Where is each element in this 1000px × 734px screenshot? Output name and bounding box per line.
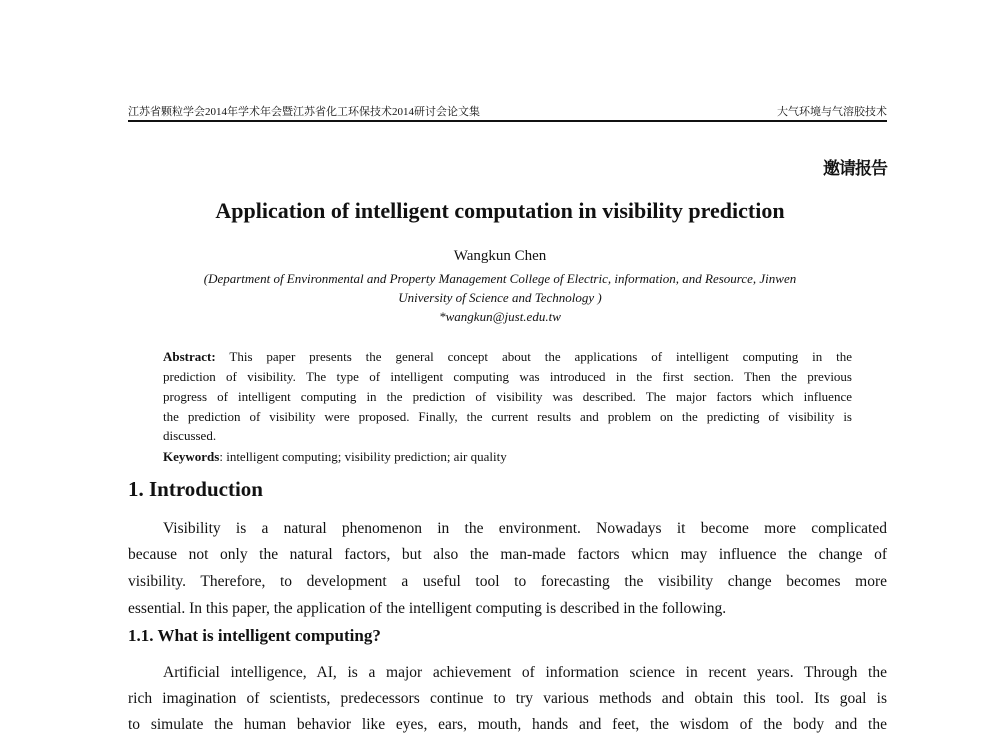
running-header-right: 大气环境与气溶胶技术 <box>777 106 887 118</box>
author-email: *wangkun@just.edu.tw <box>439 309 561 324</box>
abstract-line: the prediction of visibility were proposed. Finally, the current results and problem on the predicting of visibility is <box>163 409 852 424</box>
section-heading: 1. Introduction <box>128 477 263 501</box>
author: Wangkun Chen <box>453 248 547 264</box>
keywords-label: Keywords <box>163 449 220 464</box>
body-line: because not only the natural factors, but also the man-made factors whicn may influence the change of <box>128 546 887 563</box>
affiliation-line: University of Science and Technology ) <box>398 290 602 305</box>
subsection-heading: 1.1. What is intelligent computing? <box>128 626 381 645</box>
body-line: Artificial intelligence, AI, is a major achievement of information science in recent years. Through the <box>163 664 887 681</box>
abstract-label: Abstract: <box>163 349 216 364</box>
keywords-text: : intelligent computing; visibility prediction; air quality <box>219 449 507 464</box>
header-rule <box>128 120 887 122</box>
body-line: essential. In this paper, the application of the intelligent computing is described in the following. <box>128 600 727 617</box>
body-line: rich imagination of scientists, predecessors continue to try various methods and obtain this tool. Its goal is <box>128 690 887 707</box>
abstract-text: This paper presents the general concept about the applications of intelligent computing in the <box>229 349 852 364</box>
paper-title: Application of intelligent computation in visibility prediction <box>215 198 785 223</box>
invited-report-badge: 邀请报告 <box>823 159 887 179</box>
running-header-left: 江苏省颗粒学会2014年学术年会暨江苏省化工环保技术2014研讨会论文集 <box>128 106 480 118</box>
keywords <box>163 449 852 465</box>
abstract-line: discussed. <box>163 428 217 443</box>
body-line: to simulate the human behavior like eyes, ears, mouth, hands and feet, the wisdom of the body and the <box>128 716 887 733</box>
body-line: visibility. Therefore, to development a useful tool to forecasting the visibility change becomes more <box>128 573 887 590</box>
affiliation-line: (Department of Environmental and Property Management College of Electric, information, and Resource, Jinwen <box>203 271 797 286</box>
abstract-line: progress of intelligent computing in the prediction of visibility was described. The major factors which influence <box>163 389 852 404</box>
body-line: Visibility is a natural phenomenon in the environment. Nowadays it become more complicated <box>163 520 887 537</box>
abstract-line <box>163 349 852 365</box>
abstract-line: prediction of visibility. The type of intelligent computing was introduced in the first section. Then the previous <box>163 369 852 384</box>
